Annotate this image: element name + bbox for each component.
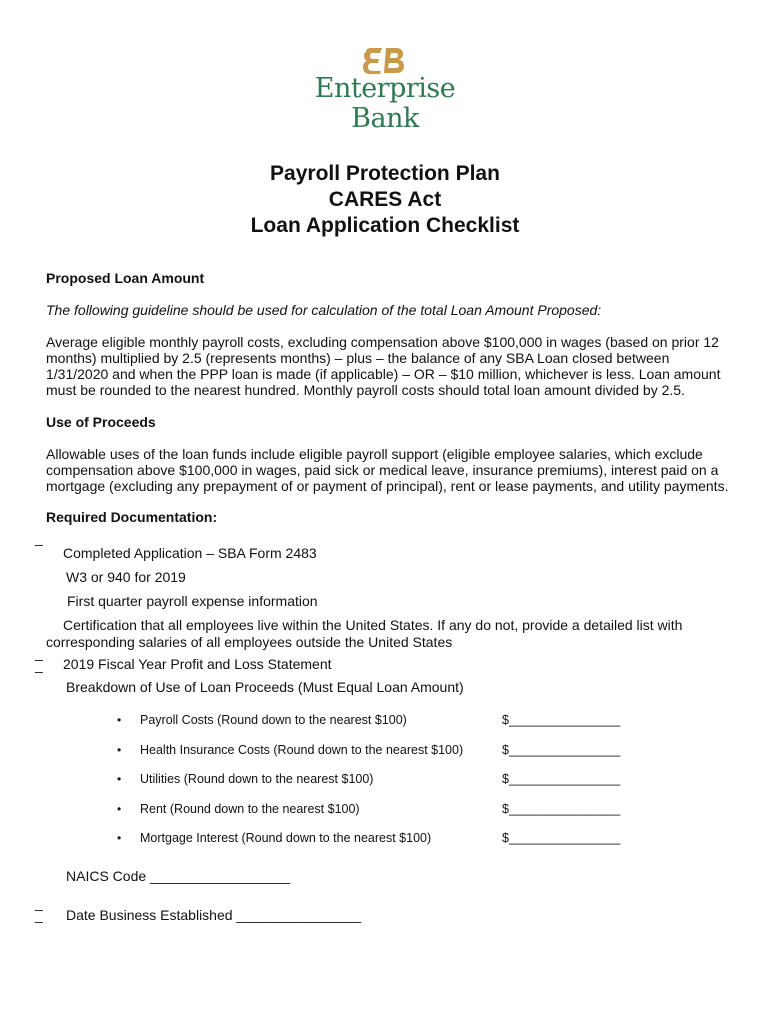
checkbox-mark: _ bbox=[35, 530, 43, 546]
use-of-proceeds-line: compensation above $100,000 in wages, paid sick or medical leave, insurance premiums), interest paid on a bbox=[46, 462, 719, 478]
checklist-item-breakdown: Breakdown of Use of Loan Proceeds (Must Equal Loan Amount) bbox=[66, 679, 464, 695]
bullet-icon: • bbox=[117, 713, 122, 727]
breakdown-label-utilities: Utilities (Round down to the nearest $100) bbox=[140, 772, 374, 786]
bullet-icon: • bbox=[117, 802, 122, 816]
breakdown-blank-utilities[interactable]: $________________ bbox=[502, 772, 621, 786]
section-heading-required-docs: Required Documentation: bbox=[46, 509, 218, 525]
checklist-item-profit-loss: 2019 Fiscal Year Profit and Loss Statement bbox=[63, 656, 332, 672]
breakdown-label-health: Health Insurance Costs (Round down to the nearest $100) bbox=[140, 743, 464, 757]
breakdown-blank-payroll[interactable]: $________________ bbox=[502, 713, 621, 727]
enterprise-bank-logo-icon bbox=[362, 46, 406, 74]
use-of-proceeds-line: mortgage (excluding any prepayment of or payment of principal), rent or lease payments, and utility payments. bbox=[46, 478, 729, 494]
checklist-item-application: Completed Application – SBA Form 2483 bbox=[63, 545, 317, 561]
section-heading-proposed-loan: Proposed Loan Amount bbox=[46, 270, 205, 286]
checklist-item-payroll: First quarter payroll expense information bbox=[67, 593, 318, 609]
brand-name-line1: Enterprise bbox=[314, 73, 456, 104]
naics-code-field[interactable]: NAICS Code __________________ bbox=[66, 868, 291, 884]
document-title-line2: CARES Act bbox=[328, 188, 442, 211]
document-title-line1: Payroll Protection Plan bbox=[270, 162, 500, 185]
brand-name-line2: Bank bbox=[351, 103, 419, 134]
bullet-icon: • bbox=[117, 831, 122, 845]
checkbox-mark: _ bbox=[35, 645, 43, 661]
document-title-line3: Loan Application Checklist bbox=[250, 214, 520, 237]
use-of-proceeds-line: Allowable uses of the loan funds include eligible payroll support (eligible employee salaries, which exclude bbox=[46, 446, 703, 462]
loan-amount-line: Average eligible monthly payroll costs, excluding compensation above $100,000 in wages (based on prior 12 bbox=[46, 334, 719, 350]
checklist-item-w3: W3 or 940 for 2019 bbox=[66, 569, 186, 585]
bullet-icon: • bbox=[117, 743, 122, 757]
use-of-proceeds-paragraph bbox=[46, 446, 736, 494]
breakdown-label-payroll: Payroll Costs (Round down to the nearest $100) bbox=[140, 713, 407, 727]
breakdown-blank-health[interactable]: $________________ bbox=[502, 743, 621, 757]
date-established-field[interactable]: Date Business Established ________________ bbox=[66, 907, 362, 923]
loan-amount-paragraph bbox=[46, 334, 736, 398]
checkbox-mark: _ bbox=[35, 895, 43, 911]
checklist-item-certification-line1: Certification that all employees live within the United States. If any do not, provide a detailed list with bbox=[63, 617, 683, 633]
loan-amount-line: must be rounded to the nearest hundred. Monthly payroll costs should total loan amount divided by 2.5. bbox=[46, 382, 685, 398]
checkbox-mark: _ bbox=[35, 657, 43, 673]
bullet-icon: • bbox=[117, 772, 122, 786]
checklist-item-certification-line2: corresponding salaries of all employees outside the United States bbox=[46, 634, 453, 650]
breakdown-label-mortgage: Mortgage Interest (Round down to the nearest $100) bbox=[140, 831, 432, 845]
checkbox-mark: _ bbox=[35, 907, 43, 923]
loan-amount-line: months) multiplied by 2.5 (represents months) – plus – the balance of any SBA Loan closed between bbox=[46, 350, 670, 366]
breakdown-blank-mortgage[interactable]: $________________ bbox=[502, 831, 621, 845]
section-heading-use-of-proceeds: Use of Proceeds bbox=[46, 414, 156, 430]
loan-amount-line: 1/31/2020 and when the PPP loan is made (if applicable) – OR – $10 million, whichever is less. Loan amount bbox=[46, 366, 721, 382]
guideline-text: The following guideline should be used for calculation of the total Loan Amount Proposed: bbox=[46, 302, 602, 318]
breakdown-blank-rent[interactable]: $________________ bbox=[502, 802, 621, 816]
breakdown-label-rent: Rent (Round down to the nearest $100) bbox=[140, 802, 360, 816]
